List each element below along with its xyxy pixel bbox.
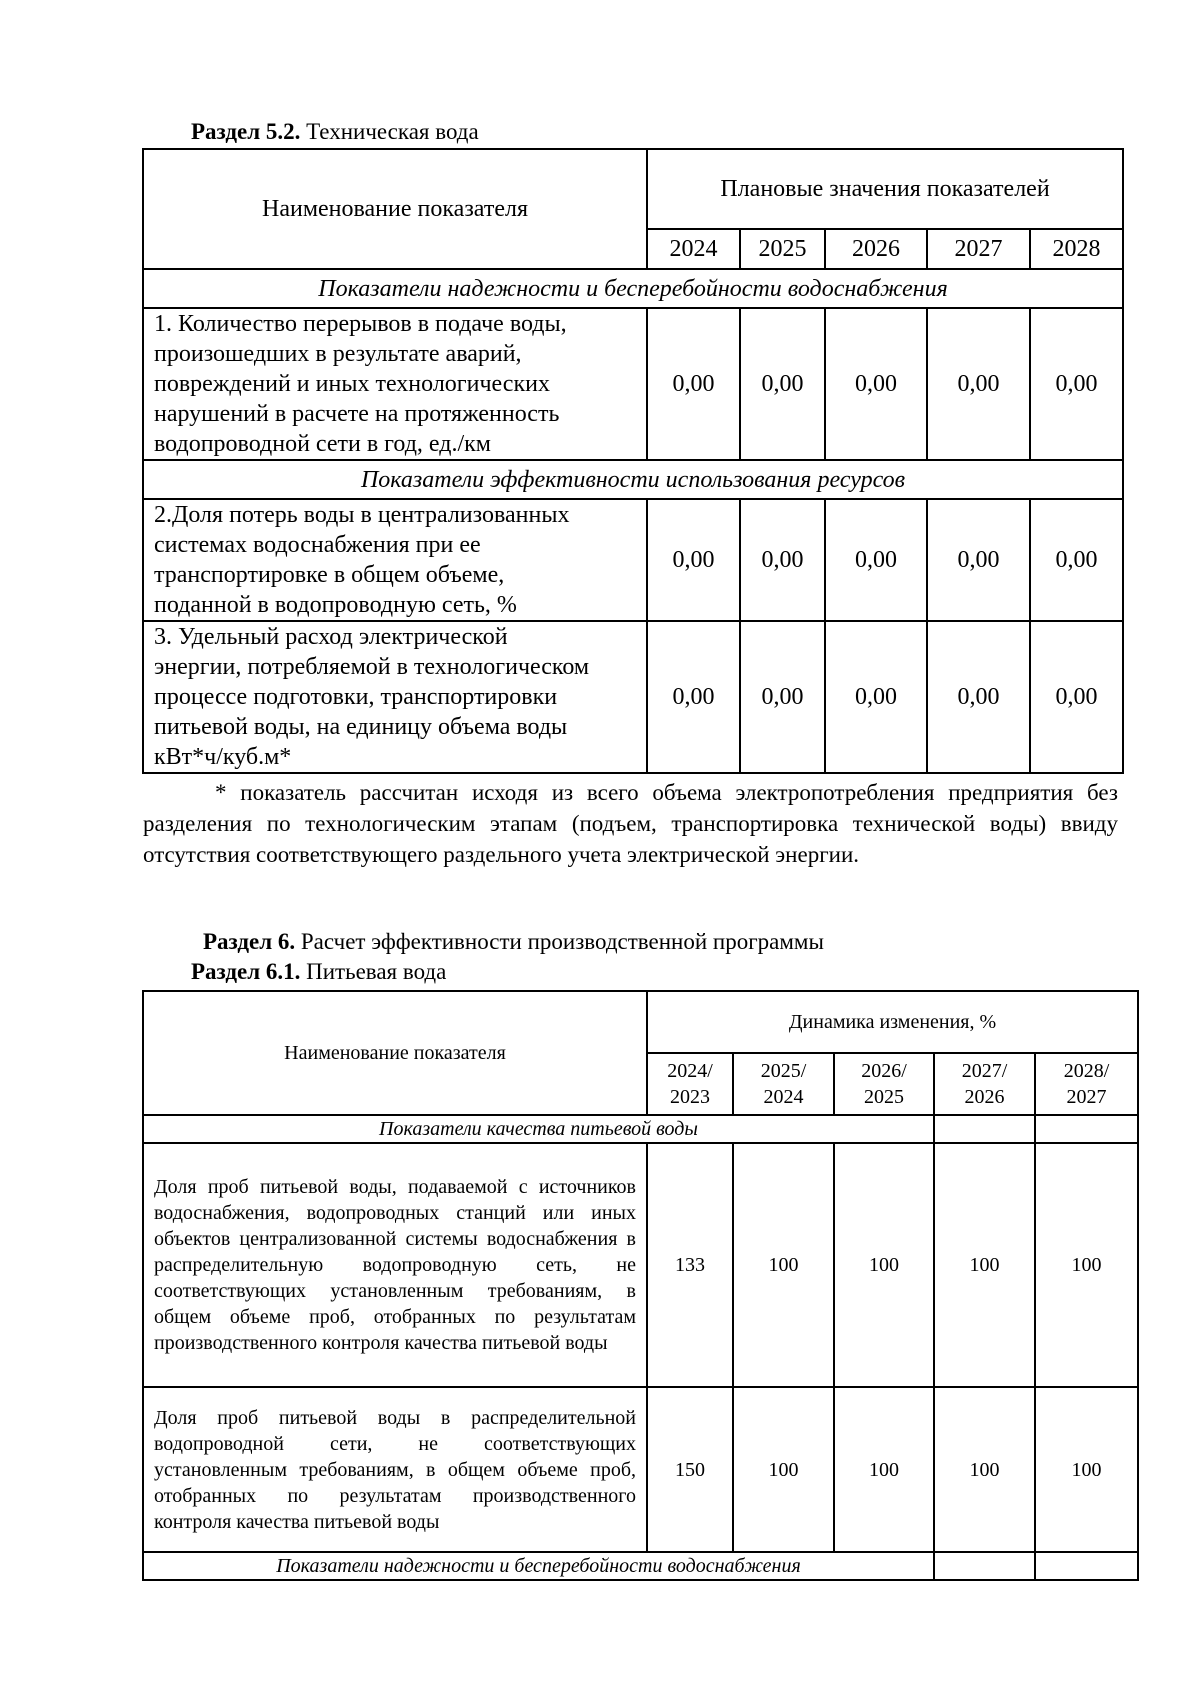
value-cell: 100 (934, 1387, 1035, 1552)
value-cell: 0,00 (825, 621, 927, 773)
indicator-line: энергии, потребляемой в технологическом (154, 654, 590, 680)
indicator-line: 3. Удельный расход электрической (154, 624, 508, 650)
value-cell: 0,00 (825, 308, 927, 460)
indicator-line: водопроводной сети в год, ед./км (154, 431, 491, 457)
indicator-line: кВт*ч/куб.м* (154, 744, 292, 770)
indicator-line: произошедших в результате аварий, (154, 341, 522, 367)
section-6-1-heading-title: Питьевая вода (306, 959, 447, 984)
table-row (143, 1143, 1138, 1387)
table-row (143, 621, 1123, 773)
value-cell: 0,00 (740, 621, 825, 773)
section-6-1-heading (191, 958, 446, 986)
group-row-quality: Показатели качества питьевой воды (143, 1115, 934, 1143)
value-cell: 100 (733, 1387, 834, 1552)
empty-cell (1035, 1115, 1138, 1143)
indicator-line: 2.Доля потерь воды в централизованных (154, 502, 570, 528)
table-row (143, 308, 1123, 460)
section-5-2-heading-title: Техническая вода (306, 119, 479, 144)
section-6-heading-title: Расчет эффективности производственной программы (300, 929, 824, 954)
value-cell: 100 (733, 1143, 834, 1387)
year-header: 2028 (1030, 229, 1123, 269)
indicator-line: повреждений и иных технологических (154, 371, 550, 397)
value-cell: 100 (834, 1143, 934, 1387)
year-header: 2027 (927, 229, 1030, 269)
value-cell: 100 (934, 1143, 1035, 1387)
name-column-header: Наименование показателя (143, 991, 647, 1115)
indicator-name: Доля проб питьевой воды, подаваемой с источников водоснабжения, водопроводных станций или иных объектов централизованной системы водоснабжения в распределительную водопроводную сеть, не соответствующих установленным требованиям, в общем объеме проб, отобранных по результатам производственного контроля качества питьевой воды (143, 1143, 647, 1387)
empty-cell (934, 1115, 1035, 1143)
section-6-1-heading-number: Раздел 6.1. (191, 959, 301, 984)
name-column-header: Наименование показателя (143, 149, 647, 269)
indicator-line: транспортировке в общем объеме, (154, 562, 505, 588)
value-cell: 0,00 (927, 308, 1030, 460)
group-row-reliability: Показатели надежности и бесперебойности водоснабжения (143, 1552, 934, 1580)
drinking-water-table (142, 990, 1139, 1581)
section-5-2-heading (191, 118, 479, 146)
year-header: 2026 (825, 229, 927, 269)
indicator-name: Доля проб питьевой воды в распределительной водопроводной сети, не соответствующих установленным требованиям, в общем объеме проб, отобранных по результатам производственного контроля качества питьевой воды (143, 1387, 647, 1552)
indicator-line: процессе подготовки, транспортировки (154, 684, 558, 710)
value-cell: 0,00 (825, 499, 927, 621)
technical-water-table (142, 148, 1124, 774)
group-row-efficiency: Показатели эффективности использования ресурсов (143, 460, 1123, 499)
footnote: * показатель рассчитан исходя из всего объема электропотребления предприятия без разделения по технологическим этапам (подъем, транспортировка технической воды) ввиду отсутствия соответствующего раздельного учета электрической энергии. (143, 780, 1118, 867)
value-cell: 100 (1035, 1387, 1138, 1552)
period-header: 2028/ 2027 (1035, 1053, 1138, 1115)
indicator-name (143, 499, 647, 621)
dynamics-header: Динамика изменения, % (647, 991, 1138, 1053)
period-header: 2024/ 2023 (647, 1053, 733, 1115)
indicator-name (143, 308, 647, 460)
value-cell: 0,00 (647, 621, 740, 773)
period-header: 2025/ 2024 (733, 1053, 834, 1115)
indicator-line: нарушений в расчете на протяженность (154, 401, 560, 427)
value-cell: 133 (647, 1143, 733, 1387)
empty-cell (934, 1552, 1035, 1580)
empty-cell (1035, 1552, 1138, 1580)
year-header: 2025 (740, 229, 825, 269)
section-6-heading-number: Раздел 6. (203, 929, 296, 954)
year-header: 2024 (647, 229, 740, 269)
value-cell: 0,00 (647, 308, 740, 460)
value-cell: 0,00 (647, 499, 740, 621)
table-row (143, 499, 1123, 621)
value-cell: 0,00 (740, 499, 825, 621)
value-cell: 0,00 (927, 621, 1030, 773)
indicator-line: 1. Количество перерывов в подаче воды, (154, 311, 567, 337)
period-header: 2027/ 2026 (934, 1053, 1035, 1115)
value-cell: 150 (647, 1387, 733, 1552)
section-6-heading (203, 928, 824, 956)
value-cell: 0,00 (1030, 308, 1123, 460)
indicator-name (143, 621, 647, 773)
value-cell: 0,00 (1030, 499, 1123, 621)
indicator-line: системах водоснабжения при ее (154, 532, 481, 558)
value-cell: 0,00 (927, 499, 1030, 621)
value-cell: 100 (1035, 1143, 1138, 1387)
indicator-line: поданной в водопроводную сеть, % (154, 592, 517, 618)
value-cell: 100 (834, 1387, 934, 1552)
period-header: 2026/ 2025 (834, 1053, 934, 1115)
section-5-2-heading-number: Раздел 5.2. (191, 119, 301, 144)
plan-values-header: Плановые значения показателей (647, 149, 1123, 229)
indicator-line: питьевой воды, на единицу объема воды (154, 714, 568, 740)
table-row (143, 1387, 1138, 1552)
group-row-reliability: Показатели надежности и бесперебойности водоснабжения (143, 269, 1123, 308)
value-cell: 0,00 (740, 308, 825, 460)
value-cell: 0,00 (1030, 621, 1123, 773)
